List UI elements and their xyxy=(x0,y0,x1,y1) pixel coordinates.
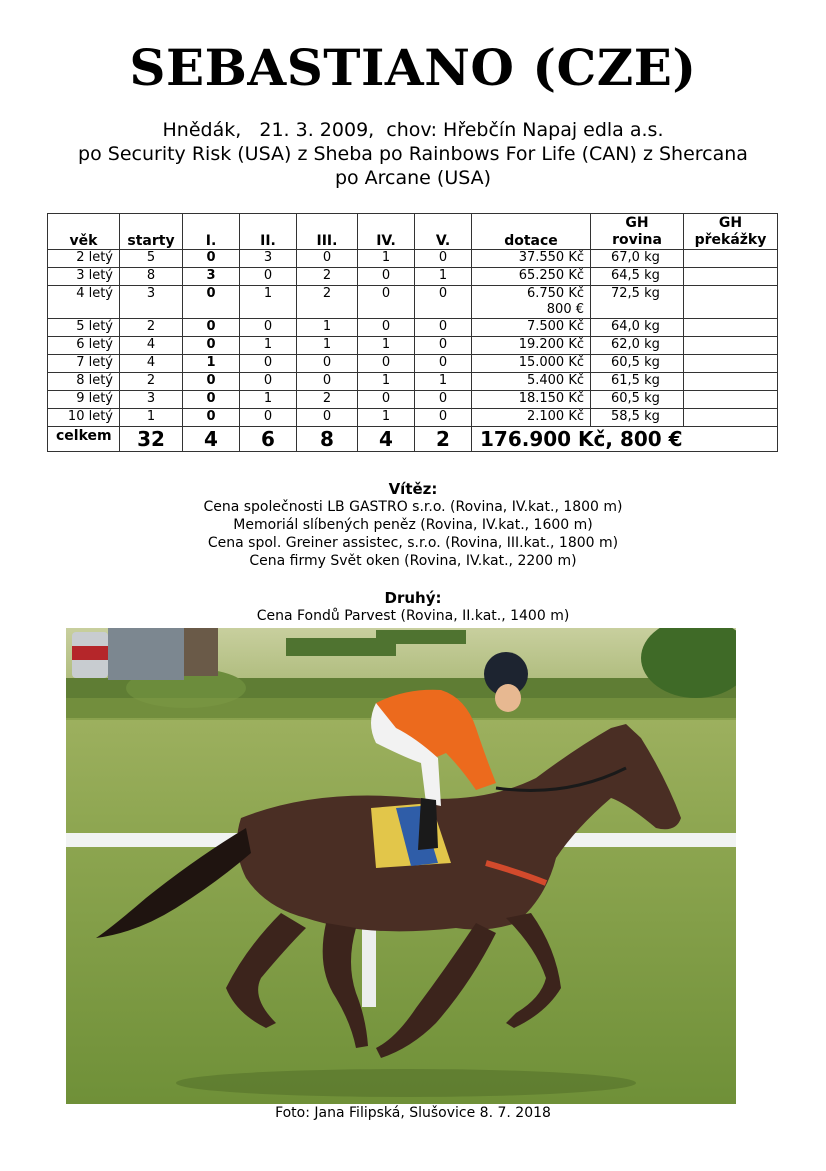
cell-age: 3 letý xyxy=(48,268,120,286)
photo-caption: Foto: Jana Filipská, Slušovice 8. 7. 2018 xyxy=(275,1105,551,1121)
cell-starts: 4 xyxy=(120,337,183,355)
cell-first: 0 xyxy=(183,250,240,268)
cell-gh-flat: 72,5 kg xyxy=(591,286,684,319)
cell-starts: 5 xyxy=(120,250,183,268)
cell-fifth: 0 xyxy=(415,319,472,337)
cell-starts: 1 xyxy=(120,409,183,427)
cell-third: 0 xyxy=(297,409,358,427)
cell-fourth: 1 xyxy=(358,373,415,391)
cell-second: 3 xyxy=(240,250,297,268)
cell-prize: 15.000 Kč xyxy=(472,355,591,373)
cell-third: 2 xyxy=(297,268,358,286)
winner-race-1: Cena společnosti LB GASTRO s.r.o. (Rovina, IV.kat., 1800 m) xyxy=(203,499,623,515)
cell-second: 0 xyxy=(240,373,297,391)
total-prize: 176.900 Kč, 800 € xyxy=(472,427,778,452)
gh-flat-top: GH xyxy=(625,215,649,231)
cell-fourth: 0 xyxy=(358,268,415,286)
cell-prize: 2.100 Kč xyxy=(472,409,591,427)
cell-prize: 7.500 Kč xyxy=(472,319,591,337)
cell-fifth: 0 xyxy=(415,337,472,355)
winner-race-2: Memoriál slíbených peněz (Rovina, IV.kat., 1600 m) xyxy=(233,517,593,533)
cell-first: 0 xyxy=(183,373,240,391)
col-header-fourth: IV. xyxy=(358,214,415,250)
winner-section xyxy=(0,480,826,570)
total-first: 4 xyxy=(183,427,240,452)
cell-prize-eur: 800 € xyxy=(546,302,584,317)
table-header-row xyxy=(48,214,778,250)
cell-prize: 18.150 Kč xyxy=(472,391,591,409)
cell-gh-flat: 61,5 kg xyxy=(591,373,684,391)
cell-gh-jump xyxy=(684,391,778,409)
cell-age: 7 letý xyxy=(48,355,120,373)
cell-first: 0 xyxy=(183,337,240,355)
cell-gh-jump xyxy=(684,373,778,391)
cell-fourth: 0 xyxy=(358,319,415,337)
cell-age: 8 letý xyxy=(48,373,120,391)
cell-second: 0 xyxy=(240,268,297,286)
cell-prize: 19.200 Kč xyxy=(472,337,591,355)
cell-prize xyxy=(472,286,591,319)
cell-gh-jump xyxy=(684,319,778,337)
cell-fourth: 0 xyxy=(358,355,415,373)
cell-fifth: 1 xyxy=(415,268,472,286)
cell-starts: 3 xyxy=(120,391,183,409)
cell-gh-jump xyxy=(684,337,778,355)
horse-info-line-2: po Security Risk (USA) z Sheba po Rainbows For Life (CAN) z Shercana xyxy=(78,143,748,165)
horse-photo xyxy=(66,628,736,1104)
cell-gh-jump xyxy=(684,286,778,319)
table-row xyxy=(48,391,778,409)
cell-third: 1 xyxy=(297,337,358,355)
cell-gh-jump xyxy=(684,355,778,373)
cell-second: 1 xyxy=(240,286,297,319)
table-row xyxy=(48,268,778,286)
total-third: 8 xyxy=(297,427,358,452)
cell-prize: 65.250 Kč xyxy=(472,268,591,286)
total-second: 6 xyxy=(240,427,297,452)
cell-age: 10 letý xyxy=(48,409,120,427)
horse-name-title: SEBASTIANO (CZE) xyxy=(129,38,697,97)
cell-second: 1 xyxy=(240,391,297,409)
cell-gh-flat: 58,5 kg xyxy=(591,409,684,427)
total-starts: 32 xyxy=(120,427,183,452)
cell-first: 3 xyxy=(183,268,240,286)
cell-third: 1 xyxy=(297,319,358,337)
col-header-prize: dotace xyxy=(472,214,591,250)
cell-gh-flat: 64,5 kg xyxy=(591,268,684,286)
col-header-starts: starty xyxy=(120,214,183,250)
cell-gh-flat: 64,0 kg xyxy=(591,319,684,337)
table-row xyxy=(48,250,778,268)
cell-age: 5 letý xyxy=(48,319,120,337)
cell-third: 0 xyxy=(297,250,358,268)
gh-jump-bottom: překážky xyxy=(694,232,767,248)
table-row xyxy=(48,337,778,355)
cell-gh-jump xyxy=(684,250,778,268)
cell-prize: 37.550 Kč xyxy=(472,250,591,268)
second-place-section xyxy=(0,589,826,625)
second-place-race-1: Cena Fondů Parvest (Rovina, II.kat., 1400 m) xyxy=(256,608,570,624)
col-header-gh-jump xyxy=(684,214,778,250)
col-header-gh-flat xyxy=(591,214,684,250)
cell-age: 4 letý xyxy=(48,286,120,319)
cell-fifth: 0 xyxy=(415,250,472,268)
cell-fourth: 1 xyxy=(358,250,415,268)
cell-fifth: 0 xyxy=(415,391,472,409)
cell-fifth: 0 xyxy=(415,355,472,373)
cell-starts: 2 xyxy=(120,319,183,337)
cell-fourth: 0 xyxy=(358,286,415,319)
cell-starts: 3 xyxy=(120,286,183,319)
total-fifth: 2 xyxy=(415,427,472,452)
cell-starts: 8 xyxy=(120,268,183,286)
cell-second: 0 xyxy=(240,409,297,427)
cell-gh-jump xyxy=(684,409,778,427)
cell-third: 2 xyxy=(297,391,358,409)
cell-second: 1 xyxy=(240,337,297,355)
cell-fifth: 1 xyxy=(415,373,472,391)
table-row xyxy=(48,373,778,391)
cell-second: 0 xyxy=(240,355,297,373)
cell-first: 0 xyxy=(183,409,240,427)
table-row xyxy=(48,286,778,319)
cell-first: 0 xyxy=(183,319,240,337)
cell-third: 0 xyxy=(297,355,358,373)
horse-info xyxy=(0,118,826,190)
col-header-first: I. xyxy=(183,214,240,250)
gh-jump-top: GH xyxy=(718,215,743,231)
winner-race-3: Cena spol. Greiner assistec, s.r.o. (Rovina, III.kat., 1800 m) xyxy=(207,535,619,551)
table-row xyxy=(48,409,778,427)
gh-flat-bottom: rovina xyxy=(612,232,662,248)
cell-gh-flat: 60,5 kg xyxy=(591,391,684,409)
table-row xyxy=(48,319,778,337)
cell-gh-flat: 62,0 kg xyxy=(591,337,684,355)
cell-starts: 4 xyxy=(120,355,183,373)
cell-fourth: 0 xyxy=(358,391,415,409)
cell-starts: 2 xyxy=(120,373,183,391)
cell-third: 2 xyxy=(297,286,358,319)
horse-info-line-3: po Arcane (USA) xyxy=(334,167,492,189)
horse-photo-illustration xyxy=(66,628,736,1104)
cell-fourth: 1 xyxy=(358,409,415,427)
table-row xyxy=(48,355,778,373)
cell-fifth: 0 xyxy=(415,409,472,427)
horse-info-line-1: Hnědák, 21. 3. 2009, chov: Hřebčín Napaj edla a.s. xyxy=(162,119,664,141)
cell-first: 0 xyxy=(183,286,240,319)
cell-fifth: 0 xyxy=(415,286,472,319)
cell-gh-flat: 67,0 kg xyxy=(591,250,684,268)
cell-gh-flat: 60,5 kg xyxy=(591,355,684,373)
cell-prize-czk: 6.750 Kč xyxy=(526,286,584,301)
cell-second: 0 xyxy=(240,319,297,337)
col-header-third: III. xyxy=(297,214,358,250)
winner-race-4: Cena firmy Svět oken (Rovina, IV.kat., 2200 m) xyxy=(249,553,577,569)
race-stats-table xyxy=(47,213,778,452)
col-header-age: věk xyxy=(48,214,120,250)
total-fourth: 4 xyxy=(358,427,415,452)
cell-fourth: 1 xyxy=(358,337,415,355)
second-place-heading: Druhý: xyxy=(384,589,442,607)
cell-age: 6 letý xyxy=(48,337,120,355)
cell-age: 2 letý xyxy=(48,250,120,268)
cell-first: 1 xyxy=(183,355,240,373)
col-header-fifth: V. xyxy=(415,214,472,250)
cell-gh-jump xyxy=(684,268,778,286)
cell-prize: 5.400 Kč xyxy=(472,373,591,391)
total-label: celkem xyxy=(48,427,120,452)
cell-first: 0 xyxy=(183,391,240,409)
winner-heading: Vítěz: xyxy=(388,480,438,498)
cell-third: 0 xyxy=(297,373,358,391)
table-total-row xyxy=(48,427,778,452)
col-header-second: II. xyxy=(240,214,297,250)
cell-age: 9 letý xyxy=(48,391,120,409)
